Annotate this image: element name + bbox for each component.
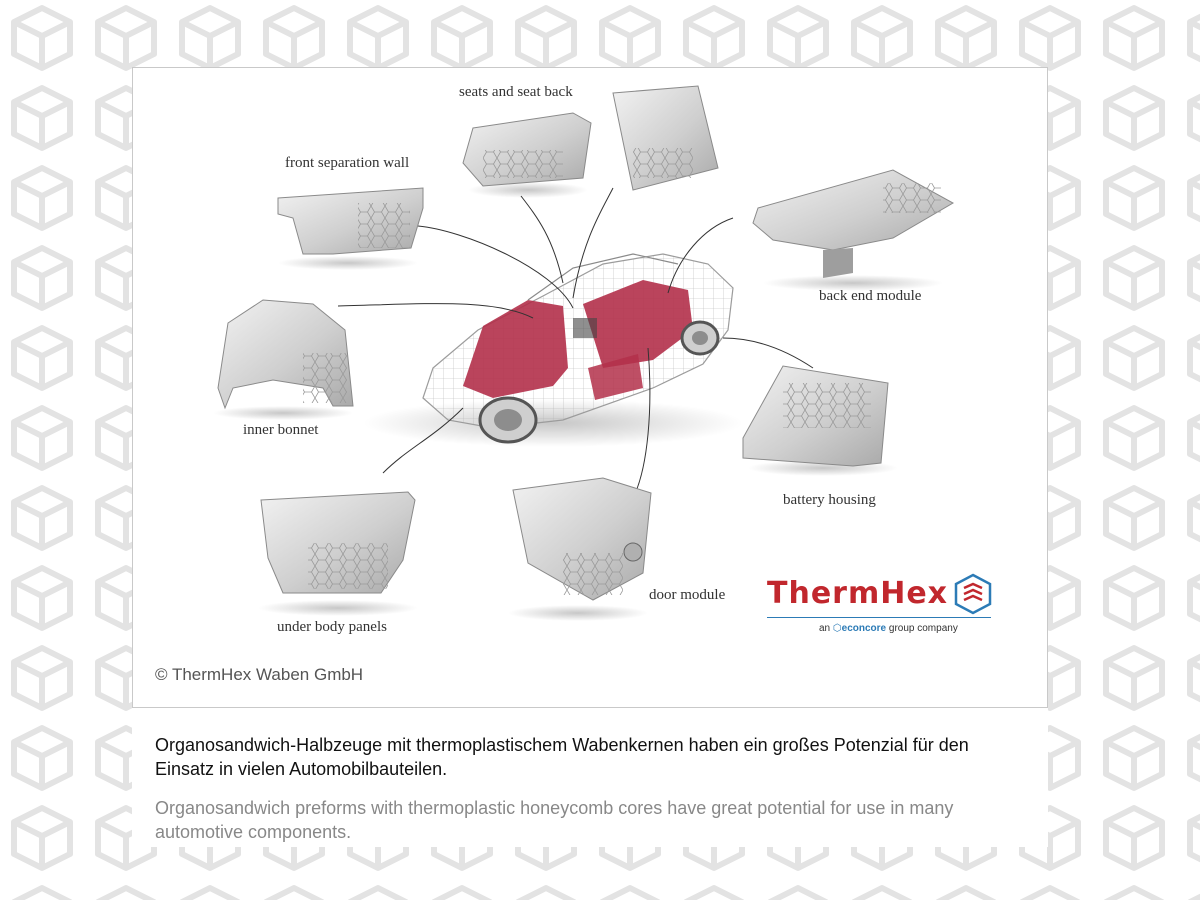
caption-german: Organosandwich-Halbzeuge mit thermoplastischem Wabenkernen haben ein großes Potenzial für den Einsatz in vielen Automobilbauteilen. <box>155 735 969 779</box>
figure-frame <box>132 67 1048 708</box>
tagline-company: econcore <box>841 623 887 634</box>
part-front-wall <box>278 188 423 270</box>
part-back-end <box>753 170 953 291</box>
part-seats <box>463 113 591 198</box>
tagline-suffix: group company <box>888 623 958 634</box>
caption-english: Organosandwich preforms with thermoplastic honeycomb cores have great potential for use in many automotive components. <box>155 798 954 842</box>
part-door <box>508 478 651 621</box>
label-inner-bonnet: inner bonnet <box>243 422 319 438</box>
label-seats-and-seat-back: seats and seat back <box>459 84 573 100</box>
label-back-end-module: back end module <box>819 288 922 304</box>
part-battery <box>743 366 898 476</box>
thermhex-logo-icon <box>953 573 993 615</box>
label-under-body-panels: under body panels <box>277 619 387 635</box>
copyright-notice: © ThermHex Waben GmbH <box>155 665 364 684</box>
thermhex-logo-text: ThermHex <box>767 576 949 611</box>
logo-rule <box>767 617 991 618</box>
econcore-icon: ⬡ <box>832 623 842 634</box>
label-battery-housing: battery housing <box>783 492 876 508</box>
part-seat-back <box>613 86 718 190</box>
components-illustration <box>133 68 1048 708</box>
tagline-prefix: an <box>819 623 831 634</box>
part-inner-bonnet <box>213 300 353 420</box>
label-door-module: door module <box>649 587 726 603</box>
label-front-separation-wall: front separation wall <box>285 155 410 171</box>
car-wireframe <box>363 254 743 447</box>
part-under-body <box>258 492 418 616</box>
logo-tagline <box>819 623 958 634</box>
